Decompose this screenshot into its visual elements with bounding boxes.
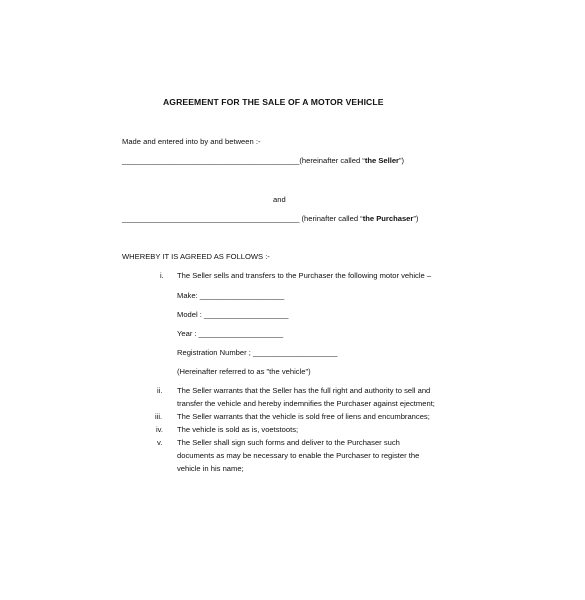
clause-v-number: v. xyxy=(157,438,163,447)
year-field: Year : ____________________ xyxy=(177,329,284,338)
hereinafter-note: (Hereinafter referred to as "the vehicle") xyxy=(177,367,311,376)
clause-v-line1: The Seller shall sign such forms and deliver to the Purchaser such xyxy=(177,438,400,447)
seller-line xyxy=(122,156,404,166)
whereby-heading: WHEREBY IT IS AGREED AS FOLLOWS :- xyxy=(122,252,270,261)
document-title: AGREEMENT FOR THE SALE OF A MOTOR VEHICLE xyxy=(163,97,384,107)
clause-ii-number: ii. xyxy=(157,386,163,395)
and-text: and xyxy=(273,195,286,204)
seller-label: the Seller xyxy=(364,156,400,165)
seller-blank: __________________________________________ xyxy=(122,156,300,165)
clause-v-line3: vehicle in his name; xyxy=(177,464,244,473)
made-entered-text: Made and entered into by and between :- xyxy=(122,137,261,146)
clause-v-line2: documents as may be necessary to enable the Purchaser to register the xyxy=(177,451,420,460)
purchaser-suffix: ”) xyxy=(413,214,419,223)
seller-suffix: ”) xyxy=(399,156,405,165)
purchaser-line xyxy=(122,214,418,224)
clause-iii-text: The Seller warrants that the vehicle is sold free of liens and encumbrances; xyxy=(177,412,430,421)
make-field: Make: ____________________ xyxy=(177,291,285,300)
clause-iv-number: iv. xyxy=(156,425,164,434)
clause-iv-text: The vehicle is sold as is, voetstoots; xyxy=(177,425,299,434)
model-field: Model : ____________________ xyxy=(177,310,289,319)
clause-ii-line2: transfer the vehicle and hereby indemnifies the Purchaser against ejectment; xyxy=(177,399,435,408)
seller-prefix: (hereinafter called “ xyxy=(299,156,365,165)
clause-i-text: The Seller sells and transfers to the Purchaser the following motor vehicle – xyxy=(177,271,432,280)
purchaser-blank: __________________________________________ xyxy=(122,214,300,223)
clause-i-number: i. xyxy=(160,271,164,280)
purchaser-label: the Purchaser xyxy=(362,214,414,223)
purchaser-prefix: (herinafter called “ xyxy=(299,214,363,223)
registration-field: Registration Number ; ____________________ xyxy=(177,348,338,357)
clause-iii-number: iii. xyxy=(155,412,163,421)
clause-ii-line1: The Seller warrants that the Seller has the full right and authority to sell and xyxy=(177,386,431,395)
